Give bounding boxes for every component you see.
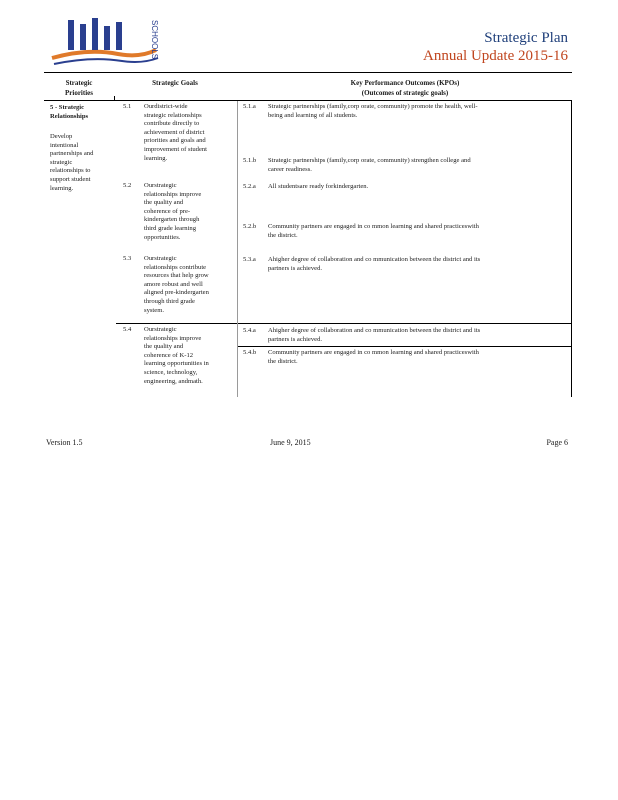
kpo-number: 5.4.b	[243, 349, 257, 356]
kpo-text: Strategic partnerships (family,corp orate, community) promote the health, well- being and learning of all students.	[268, 103, 478, 119]
school-district-logo	[48, 14, 160, 70]
goal-number: 5.3	[123, 255, 132, 262]
priority-line: intentional	[50, 141, 79, 149]
kpo-text: Community partners are engaged in co mmon learning and shared practiceswith the district.	[268, 223, 479, 239]
row-rule-goal-5-4	[116, 323, 572, 324]
goal-number: 5.4	[123, 326, 132, 333]
logo-swoosh-icon	[52, 50, 156, 58]
priority-number: 5 - Strategic	[50, 104, 85, 111]
kpo-number: 5.2.b	[243, 223, 257, 230]
footer-page-number: Page 6	[546, 438, 568, 447]
kpo-text: Strategic partnerships (family,corp orate, community) strengthen college and career readiness.	[268, 157, 471, 173]
priority-line: relationships to	[50, 167, 91, 175]
priority-description	[50, 133, 114, 193]
kpo-text: Ahigher degree of collaboration and co mmunication between the district and its partners is achieved.	[268, 327, 481, 343]
kpo-number: 5.3.a	[243, 256, 256, 263]
kpo-number: 5.1.b	[243, 157, 257, 164]
priority-name: Relationships	[50, 113, 89, 120]
priority-line: Develop	[50, 133, 73, 140]
kpo-text: Community partners are engaged in co mmon learning and shared practiceswith the district.	[268, 349, 479, 365]
document-title: Strategic Plan	[484, 30, 568, 46]
table-right-rule	[571, 101, 572, 397]
footer-version: Version 1.5	[46, 438, 83, 447]
kpo-number: 5.1.a	[243, 103, 256, 110]
footer-date: June 9, 2015	[270, 438, 311, 447]
priority-line: learning.	[50, 184, 74, 192]
goal-text: Ourstrategic relationships improve the quality and coherence of K-12 learning opportunities in science, technology, engineering, andmath.	[144, 326, 209, 385]
priority-line: strategic	[50, 158, 73, 166]
kpo-number: 5.4.a	[243, 327, 256, 334]
goal-number: 5.2	[123, 182, 132, 189]
header-goals: Strategic Goals	[152, 79, 198, 87]
row-rule-kpo-5-4-b	[238, 346, 572, 347]
goal-text: Ourdistrict-wide strategic relationships contribute directly to achievement of district priorities and goals and improvement of student learning.	[144, 103, 207, 162]
kpo-text: All studentsare ready forkindergarten.	[268, 183, 369, 190]
kpo-number: 5.2.a	[243, 183, 256, 190]
goal-text: Ourstrategic relationships contribute resources that help grow amore robust and well aligned pre-kindergarten through third grade system.	[144, 255, 209, 314]
table-top-rule	[44, 72, 572, 73]
header-kpos: Key Performance Outcomes (KPOs) (Outcomes of strategic goals)	[350, 79, 460, 97]
document-subtitle: Annual Update 2015-16	[423, 48, 568, 64]
header-priorities: Strategic Priorities	[65, 79, 93, 97]
kpo-column-divider	[237, 101, 238, 397]
table-header-rule	[44, 100, 572, 101]
kpo-text: Ahigher degree of collaboration and co mmunication between the district and its partners is achieved.	[268, 256, 481, 272]
goal-text: Ourstrategic relationships improve the quality and coherence of pre- kindergarten through third grade learning opportunities.	[144, 182, 202, 241]
priority-line: partnerships and	[50, 150, 94, 158]
logo-text: SCHOOLS	[150, 20, 159, 60]
goal-number: 5.1	[123, 103, 132, 110]
priority-line: support student	[50, 175, 91, 183]
